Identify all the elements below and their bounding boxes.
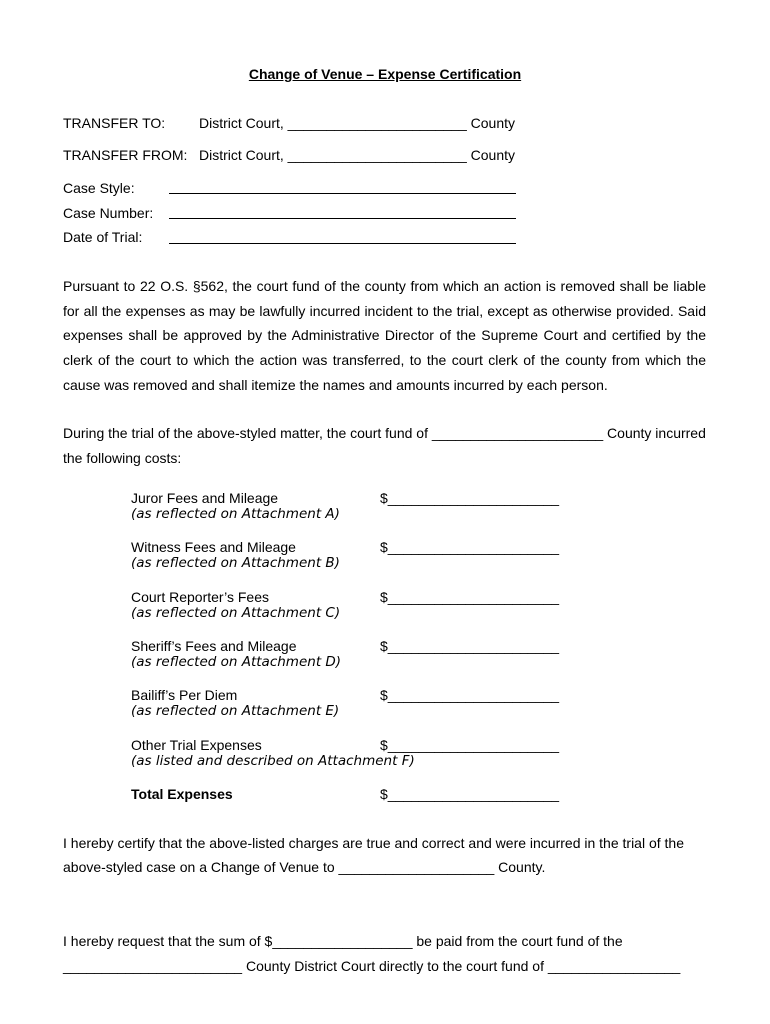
cost-item-note: (as reflected on Attachment C) — [131, 605, 341, 621]
cost-amount-blank[interactable]: $______________________ — [380, 539, 560, 555]
transfer-to-court: District Court, _______________________ County — [199, 115, 516, 131]
case-style-label: Case Style: — [63, 180, 135, 196]
transfer-from-label: TRANSFER FROM: — [63, 147, 188, 163]
costs-intro-line2: the following costs: — [63, 450, 182, 466]
request-line1: I hereby request that the sum of $__________________ be paid from the court fund of the — [63, 933, 623, 949]
costs-intro-line1: During the trial of the above-styled matter, the court fund of ______________________ County incurred — [63, 425, 706, 441]
cost-item-label: Other Trial Expenses — [131, 737, 262, 753]
date-of-trial-line[interactable] — [169, 243, 516, 244]
cost-item-note: (as reflected on Attachment A) — [131, 506, 340, 522]
cost-amount-blank[interactable]: $______________________ — [380, 737, 560, 753]
total-expenses-label: Total Expenses — [131, 786, 233, 802]
case-style-line[interactable] — [169, 193, 516, 194]
cost-item-note: (as reflected on Attachment D) — [131, 654, 342, 670]
cost-amount-blank[interactable]: $______________________ — [380, 638, 560, 654]
cost-item-note: (as reflected on Attachment E) — [131, 703, 340, 719]
request-line2: _______________________ County District Court directly to the court fund of _________________ — [63, 958, 681, 974]
cost-item-label: Court Reporter’s Fees — [131, 589, 269, 605]
certify-line1: I hereby certify that the above-listed charges are true and correct and were incurred in the trial of the — [63, 835, 684, 851]
case-number-line[interactable] — [169, 218, 516, 219]
transfer-to-label: TRANSFER TO: — [63, 115, 166, 131]
cost-item-label: Bailiff’s Per Diem — [131, 687, 238, 703]
case-number-label: Case Number: — [63, 205, 154, 221]
transfer-from-court: District Court, _______________________ County — [199, 147, 516, 163]
statute-paragraph: Pursuant to 22 O.S. §562, the court fund of the county from which an action is removed shall be liable for all the expenses as may be lawfully incurred incident to the trial, except as otherwise provided. Said expenses shall be approved by the Administrative Director of the Supreme Court and certified by the clerk of the court to which the action was transferred, to the court clerk of the county from which the cause was removed and shall itemize the names and amounts incurred by each person. — [63, 278, 706, 393]
cost-item-label: Sheriff’s Fees and Mileage — [131, 638, 297, 654]
total-amount-blank[interactable]: $______________________ — [380, 786, 560, 802]
cost-item-note: (as reflected on Attachment B) — [131, 555, 340, 571]
date-of-trial-label: Date of Trial: — [63, 229, 143, 245]
cost-item-label: Witness Fees and Mileage — [131, 539, 296, 555]
cost-amount-blank[interactable]: $______________________ — [380, 490, 560, 506]
cost-item-note: (as listed and described on Attachment F) — [131, 753, 415, 769]
certify-line2: above-styled case on a Change of Venue to ____________________ County. — [63, 859, 546, 875]
cost-item-label: Juror Fees and Mileage — [131, 490, 279, 506]
cost-amount-blank[interactable]: $______________________ — [380, 589, 560, 605]
cost-amount-blank[interactable]: $______________________ — [380, 687, 560, 703]
document-title: Change of Venue – Expense Certification — [248, 66, 522, 82]
